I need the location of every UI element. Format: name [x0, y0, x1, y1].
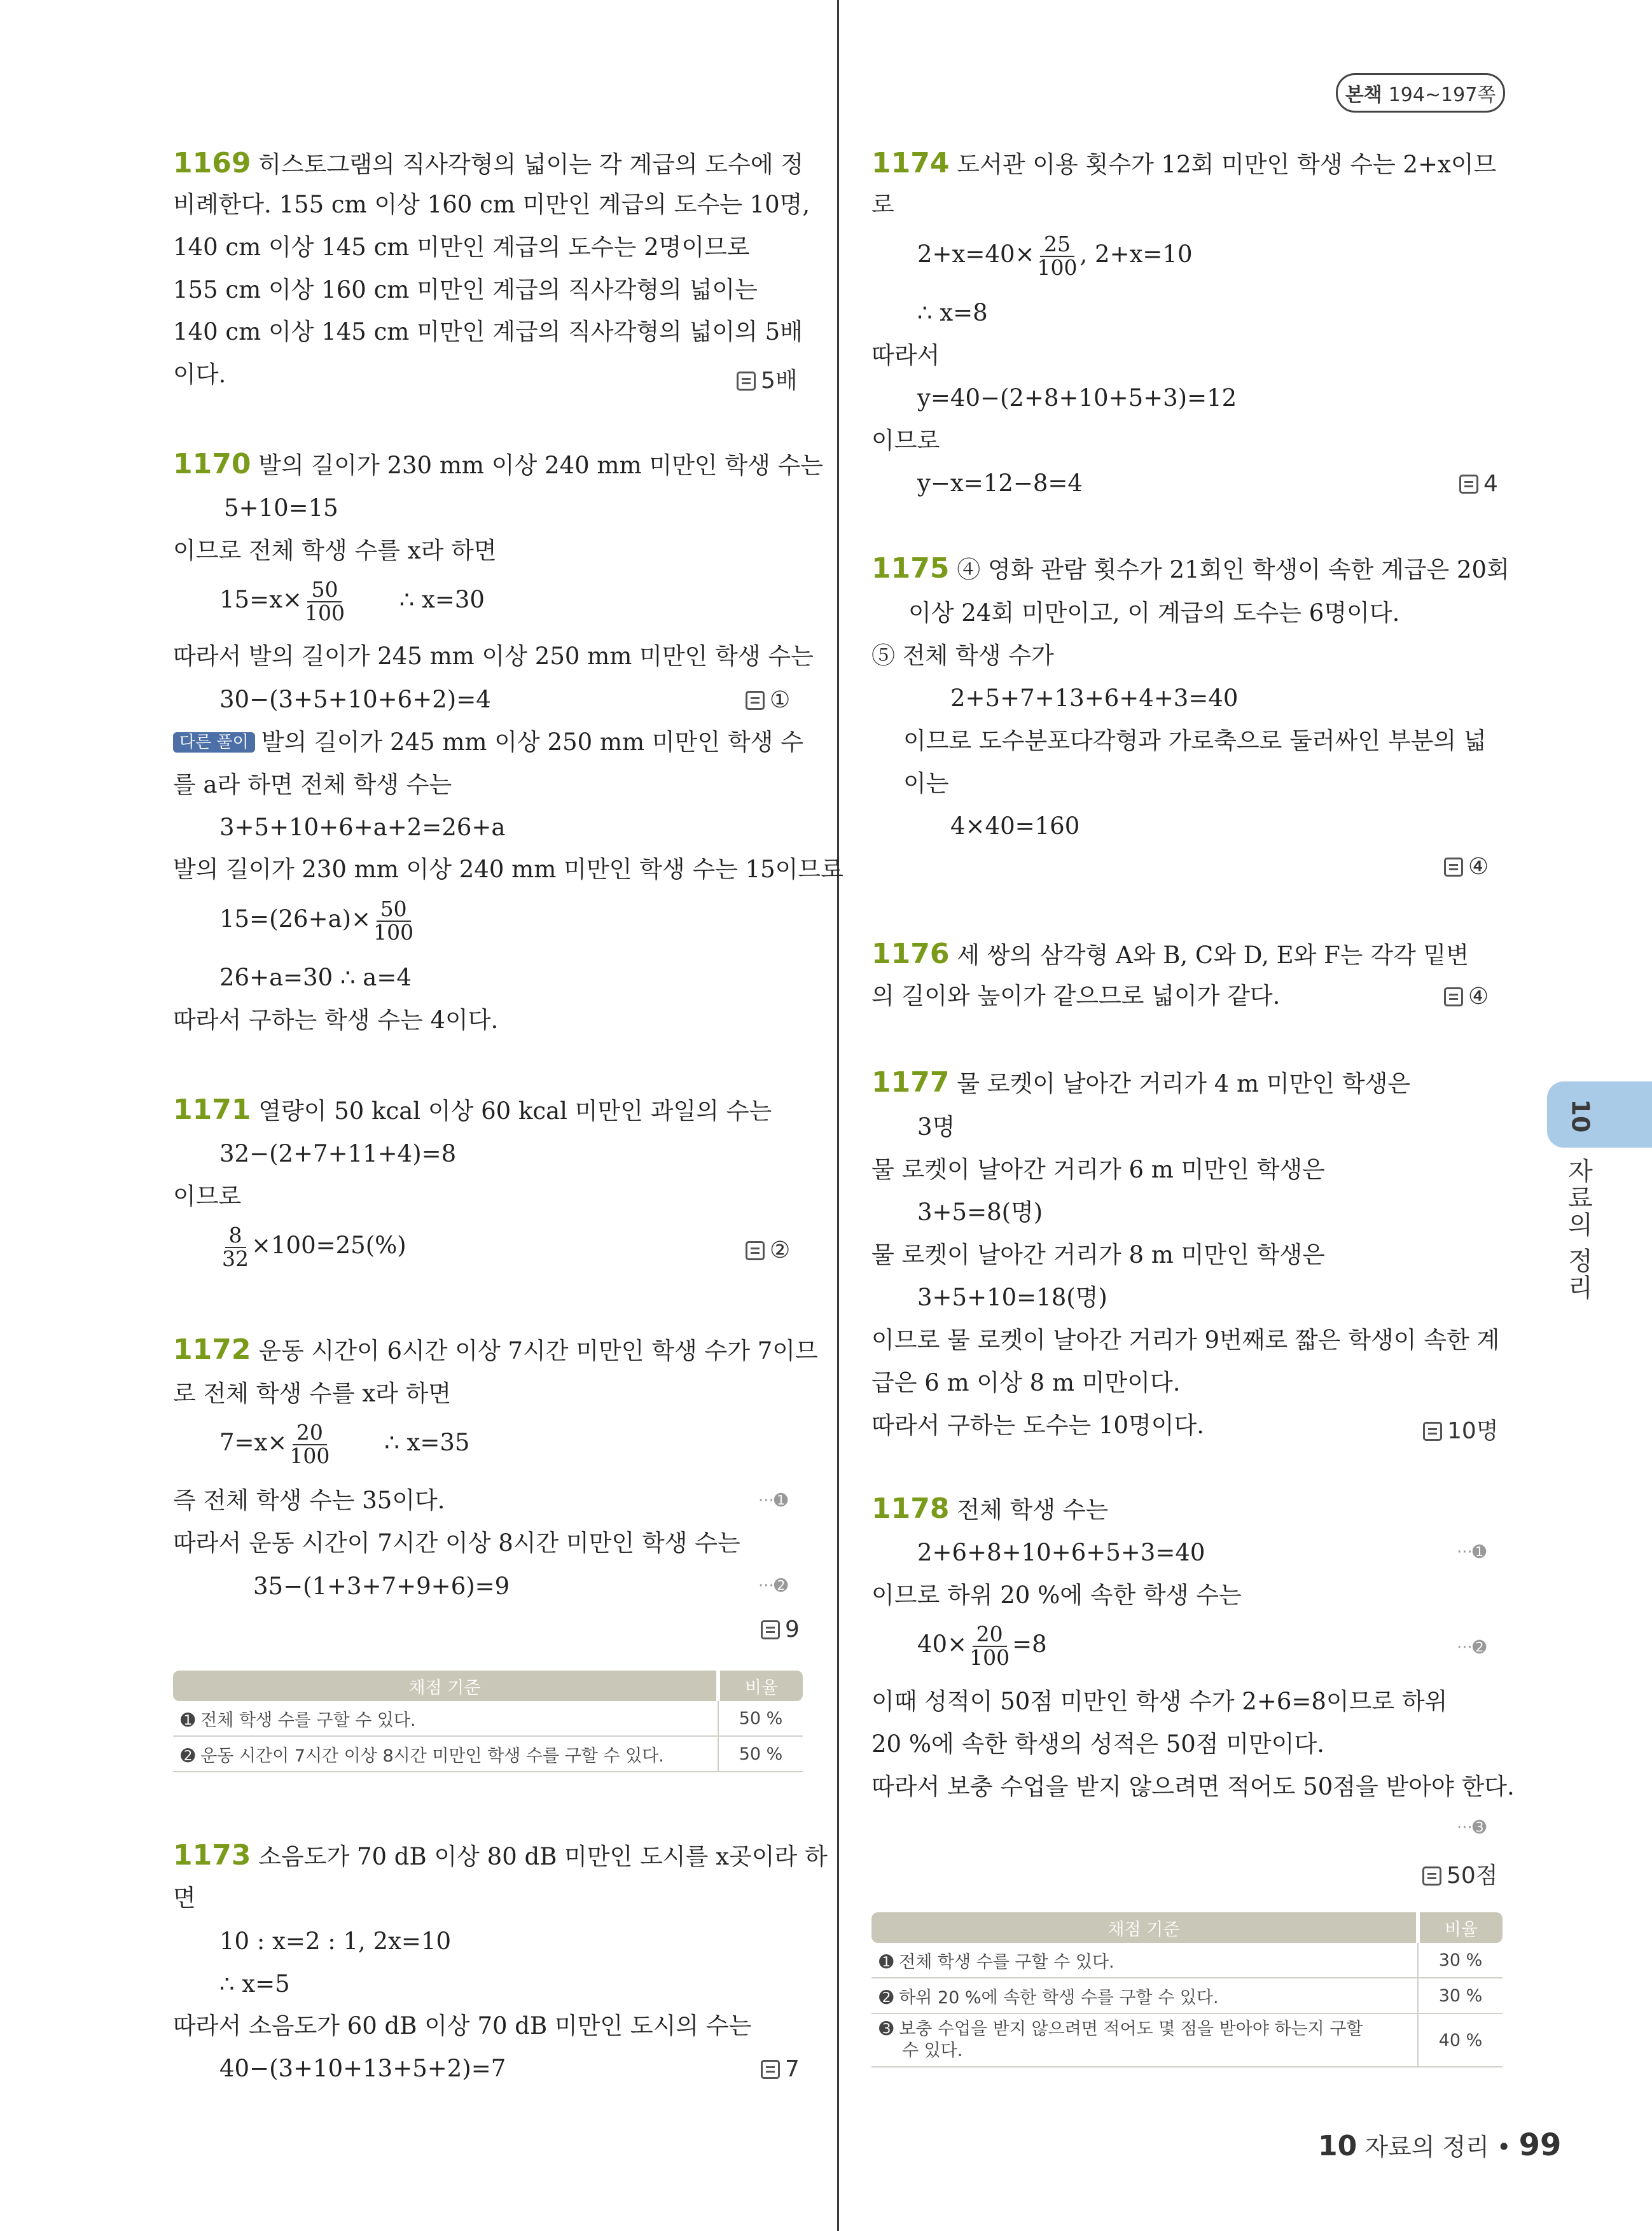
problem-1172-line-1 — [173, 1333, 818, 1366]
side-tab-number: 10 — [1566, 1099, 1595, 1133]
problem-1177-line-5: 물 로켓이 날아간 거리가 8 m 미만인 학생은 — [871, 1241, 1325, 1268]
step-marker-1: ···➊ — [1457, 1543, 1487, 1562]
answer-icon — [1423, 1422, 1442, 1441]
reference-badge — [1336, 73, 1505, 113]
problem-1172-line-2: 로 전체 학생 수를 x라 하면 — [173, 1380, 452, 1407]
answer-1177: 10명 — [1423, 1413, 1499, 1445]
problem-1174-line-8: y−x=12−8=4 — [917, 469, 1083, 497]
scoring-table-1172 — [173, 1671, 803, 1772]
problem-1169-line-5: 140 cm 이상 145 cm 미만인 계급의 직사각형의 넓이의 5배 — [173, 318, 803, 345]
problem-1170-alt-line-4: 발의 길이가 230 mm 이상 240 mm 미만인 학생 수는 15이므로 — [173, 856, 843, 883]
problem-1174-line-6: y=40−(2+8+10+5+3)=12 — [917, 384, 1237, 412]
problem-1172-line-5: 따라서 운동 시간이 7시간 이상 8시간 미만인 학생 수는 — [173, 1529, 740, 1557]
problem-1176-line-1 — [871, 940, 1469, 968]
problem-1174-eq: 2+x=40× $\frac{25}{100}$ , 2+x=10 — [917, 232, 1193, 280]
problem-1178-eq: 40× $\frac{20}{100}$ =8 — [917, 1622, 1047, 1670]
side-tab-label: 자료의 정리 — [1564, 1158, 1593, 1301]
header-ratio: 비율 — [1418, 1912, 1503, 1943]
page-footer — [1318, 2127, 1561, 2163]
answer-1176: ④ — [1444, 983, 1489, 1010]
problem-1178-line-3: 이므로 하위 20 %에 속한 학생 수는 — [871, 1581, 1242, 1609]
answer-1173: 7 — [761, 2056, 800, 2082]
answer-1169: 5배 — [737, 363, 798, 395]
problem-1173-line-6: 40−(3+10+13+5+2)=7 — [219, 2055, 506, 2082]
problem-1173-line-3: 10 : x=2 : 1, 2x=10 — [219, 1928, 452, 1955]
column-divider — [837, 0, 839, 2231]
fraction: $\frac{50}{100}$ — [373, 896, 414, 945]
problem-1174-line-4: ∴ x=8 — [917, 299, 988, 326]
problem-1173-line-2: 면 — [173, 1884, 196, 1912]
problem-1172-line-6: 35−(1+3+7+9+6)=9 — [253, 1573, 510, 1600]
problem-1175-line-4: 2+5+7+13+6+4+3=40 — [950, 685, 1239, 712]
text: 소음도가 70 dB 이상 80 dB 미만인 도시를 x곳이라 하 — [258, 1843, 828, 1870]
problem-1170-eq-2: 15=(26+a)× $\frac{50}{100}$ — [219, 896, 414, 945]
text: 운동 시간이 6시간 이상 7시간 미만인 학생 수가 7이므 — [258, 1337, 818, 1365]
problem-1175-line-2: 이상 24회 미만이고, 이 계급의 도수는 6명이다. — [908, 599, 1400, 627]
text: 도서관 이용 횟수가 12회 미만인 학생 수는 2+x이므 — [957, 151, 1497, 178]
problem-1177-line-1 — [871, 1066, 1411, 1099]
step-marker-3: ···➌ — [1457, 1818, 1487, 1837]
problem-1171-eq: $\frac{8}{32}$ ×100=25(%) — [222, 1223, 406, 1271]
problem-number: 1176 — [871, 938, 950, 970]
table-row: ➊ 전체 학생 수를 구할 수 있다. 50 % — [173, 1701, 803, 1736]
problem-number: 1169 — [173, 147, 251, 179]
problem-1170-line-5: 따라서 발의 길이가 245 mm 이상 250 mm 미만인 학생 수는 — [173, 643, 814, 670]
problem-1173-line-1 — [173, 1839, 828, 1872]
footer-chapter-number: 10 — [1318, 2130, 1357, 2162]
step-marker-2: ···➋ — [758, 1576, 788, 1595]
problem-1170-eq-1: 15=x× $\frac{50}{100}$ ∴ x=30 — [219, 577, 485, 625]
fraction: $\frac{8}{32}$ — [222, 1223, 249, 1271]
problem-1170-alt-line-7: 따라서 구하는 학생 수는 4이다. — [173, 1006, 499, 1034]
problem-1172-line-4: 즉 전체 학생 수는 35이다. — [173, 1487, 445, 1514]
scoring-table-1178 — [871, 1912, 1503, 2068]
problem-1170-alt-line-1: 다른 풀이 발의 길이가 245 mm 이상 250 mm 미만인 학생 수 — [173, 730, 803, 754]
problem-1173-line-5: 따라서 소음도가 60 dB 이상 70 dB 미만인 도시의 수는 — [173, 2012, 752, 2040]
problem-1171-line-1 — [173, 1096, 772, 1124]
problem-1169-line-2: 비례한다. 155 cm 이상 160 cm 미만인 계급의 도수는 10명, — [173, 191, 810, 218]
table-row: ➊ 전체 학생 수를 구할 수 있다. 30 % — [871, 1943, 1503, 1978]
problem-number: 1177 — [871, 1066, 950, 1099]
answer-icon — [746, 691, 765, 710]
answer-icon — [1444, 987, 1463, 1006]
chapter-side-tab[interactable] — [1547, 1081, 1652, 1148]
problem-1175-line-7: 4×40=160 — [950, 812, 1080, 840]
problem-1170-line-6: 30−(3+5+10+6+2)=4 — [219, 686, 491, 713]
answer-icon — [1422, 1866, 1441, 1886]
problem-1177-line-6: 3+5+10=18(명) — [917, 1284, 1107, 1311]
problem-1174-line-2: 로 — [871, 191, 894, 218]
problem-number: 1174 — [871, 147, 950, 179]
ref-label: 본책 — [1345, 84, 1382, 106]
answer-icon — [761, 2060, 780, 2079]
problem-1169-line-4: 155 cm 이상 160 cm 미만인 계급의 직사각형의 넓이는 — [173, 276, 758, 303]
footer-bullet: • — [1497, 2133, 1511, 2161]
answer-1171: ② — [746, 1237, 790, 1263]
problem-1175-line-1 — [871, 552, 1510, 585]
problem-1178-line-6: 20 %에 속한 학생의 성적은 50점 미만이다. — [871, 1730, 1325, 1758]
problem-1175-line-3: ⑤ 전체 학생 수가 — [871, 642, 1054, 669]
header-criteria: 채점 기준 — [871, 1912, 1418, 1943]
problem-1170-line-3: 이므로 전체 학생 수를 x라 하면 — [173, 537, 497, 564]
problem-number: 1171 — [173, 1094, 251, 1126]
answer-1175: ④ — [1444, 854, 1489, 880]
alt-solution-tag: 다른 풀이 — [173, 732, 255, 753]
problem-1174-line-7: 이므로 — [871, 427, 940, 454]
problem-1170-alt-line-2: 를 a라 하면 전체 학생 수는 — [173, 771, 452, 798]
answer-icon — [1444, 858, 1463, 877]
table-row: ➌ 보충 수업을 받지 않으려면 적어도 몇 점을 받아야 하는지 구할 수 있다. 40 % — [871, 2013, 1503, 2067]
table-row: ➋ 운동 시간이 7시간 이상 8시간 미만인 학생 수를 구할 수 있다. 50 % — [173, 1736, 803, 1772]
header-criteria: 채점 기준 — [173, 1671, 718, 1701]
answer-icon — [746, 1241, 765, 1260]
text: 히스토그램의 직사각형의 넓이는 각 계급의 도수에 정 — [258, 151, 804, 178]
problem-1177-line-7: 이므로 물 로켓이 날아간 거리가 9번째로 짧은 학생이 속한 계 — [871, 1326, 1500, 1354]
problem-1170-line-2: 5+10=15 — [224, 494, 338, 522]
problem-number: 1175 — [871, 552, 950, 585]
footer-chapter-title: 자료의 정리 — [1364, 2133, 1489, 2161]
problem-1178-line-5: 이때 성적이 50점 미만인 학생 수가 2+6=8이므로 하위 — [871, 1688, 1448, 1715]
problem-1176-line-2: 의 길이와 높이가 같으므로 넓이가 같다. — [871, 982, 1281, 1010]
fraction: $\frac{20}{100}$ — [289, 1420, 330, 1468]
table-row: ➋ 하위 20 %에 속한 학생 수를 구할 수 있다. 30 % — [871, 1978, 1503, 2013]
step-marker-1: ···➊ — [758, 1491, 788, 1510]
problem-1177-line-4: 3+5=8(명) — [917, 1199, 1043, 1226]
step-marker-2: ···➋ — [1457, 1638, 1487, 1657]
problem-number: 1170 — [173, 448, 251, 480]
text: 발의 길이가 230 mm 이상 240 mm 미만인 학생 수는 — [258, 452, 824, 479]
text: 열량이 50 kcal 이상 60 kcal 미만인 과일의 수는 — [258, 1097, 772, 1125]
problem-1170-line-1 — [173, 450, 823, 478]
problem-1174-line-5: 따라서 — [871, 342, 940, 369]
header-ratio: 비율 — [718, 1671, 803, 1701]
problem-1177-line-9: 따라서 구하는 도수는 10명이다. — [871, 1412, 1205, 1439]
problem-1170-alt-line-3: 3+5+10+6+a+2=26+a — [219, 814, 506, 841]
problem-1177-line-3: 물 로켓이 날아간 거리가 6 m 미만인 학생은 — [871, 1156, 1325, 1183]
answer-icon — [761, 1620, 780, 1639]
problem-1177-line-8: 급은 6 m 이상 8 m 미만이다. — [871, 1369, 1181, 1396]
problem-1171-line-2: 32−(2+7+11+4)=8 — [219, 1140, 457, 1167]
problem-1173-line-4: ∴ x=5 — [219, 1970, 290, 1998]
fraction: $\frac{20}{100}$ — [969, 1622, 1010, 1670]
problem-1169-line-6: 이다. — [173, 361, 226, 388]
text: 물 로켓이 날아간 거리가 4 m 미만인 학생은 — [957, 1070, 1411, 1097]
problem-1169-line-1 — [173, 149, 803, 177]
answer-1178: 50점 — [1422, 1858, 1498, 1890]
problem-1178-line-2: 2+6+8+10+6+5+3=40 — [917, 1539, 1205, 1566]
problem-1171-line-3: 이므로 — [173, 1183, 242, 1210]
problem-1169-line-3: 140 cm 이상 145 cm 미만인 계급의 도수는 2명이므로 — [173, 233, 750, 261]
problem-1177-line-2: 3명 — [917, 1113, 955, 1141]
problem-number: 1178 — [871, 1492, 950, 1525]
text: ④ 영화 관람 횟수가 21회인 학생이 속한 계급은 20회 — [957, 556, 1510, 583]
answer-1170: ① — [746, 687, 790, 713]
fraction: $\frac{50}{100}$ — [304, 577, 345, 625]
problem-number: 1173 — [173, 1839, 251, 1872]
answer-icon — [737, 372, 756, 391]
problem-1172-eq: 7=x× $\frac{20}{100}$ ∴ x=35 — [219, 1420, 470, 1468]
answer-1174: 4 — [1459, 471, 1498, 497]
fraction: $\frac{25}{100}$ — [1037, 232, 1078, 280]
problem-1170-alt-line-6: 26+a=30 ∴ a=4 — [219, 964, 412, 991]
problem-number: 1172 — [173, 1333, 251, 1366]
ref-pages: 194~197쪽 — [1388, 84, 1496, 106]
page-number: 99 — [1518, 2127, 1562, 2163]
problem-1175-line-5: 이므로 도수분포다각형과 가로축으로 둘러싸인 부분의 넓 — [903, 727, 1487, 754]
answer-1172: 9 — [761, 1616, 800, 1643]
problem-1178-line-1 — [871, 1492, 1109, 1525]
text: 전체 학생 수는 — [957, 1496, 1109, 1524]
problem-1175-line-6: 이는 — [903, 770, 949, 797]
text: 세 쌍의 삼각형 A와 B, C와 D, E와 F는 각각 밑변 — [957, 942, 1469, 969]
answer-icon — [1459, 475, 1478, 494]
problem-1178-line-7: 따라서 보충 수업을 받지 않으려면 적어도 50점을 받아야 한다. — [871, 1773, 1515, 1800]
problem-1174-line-1 — [871, 149, 1496, 177]
